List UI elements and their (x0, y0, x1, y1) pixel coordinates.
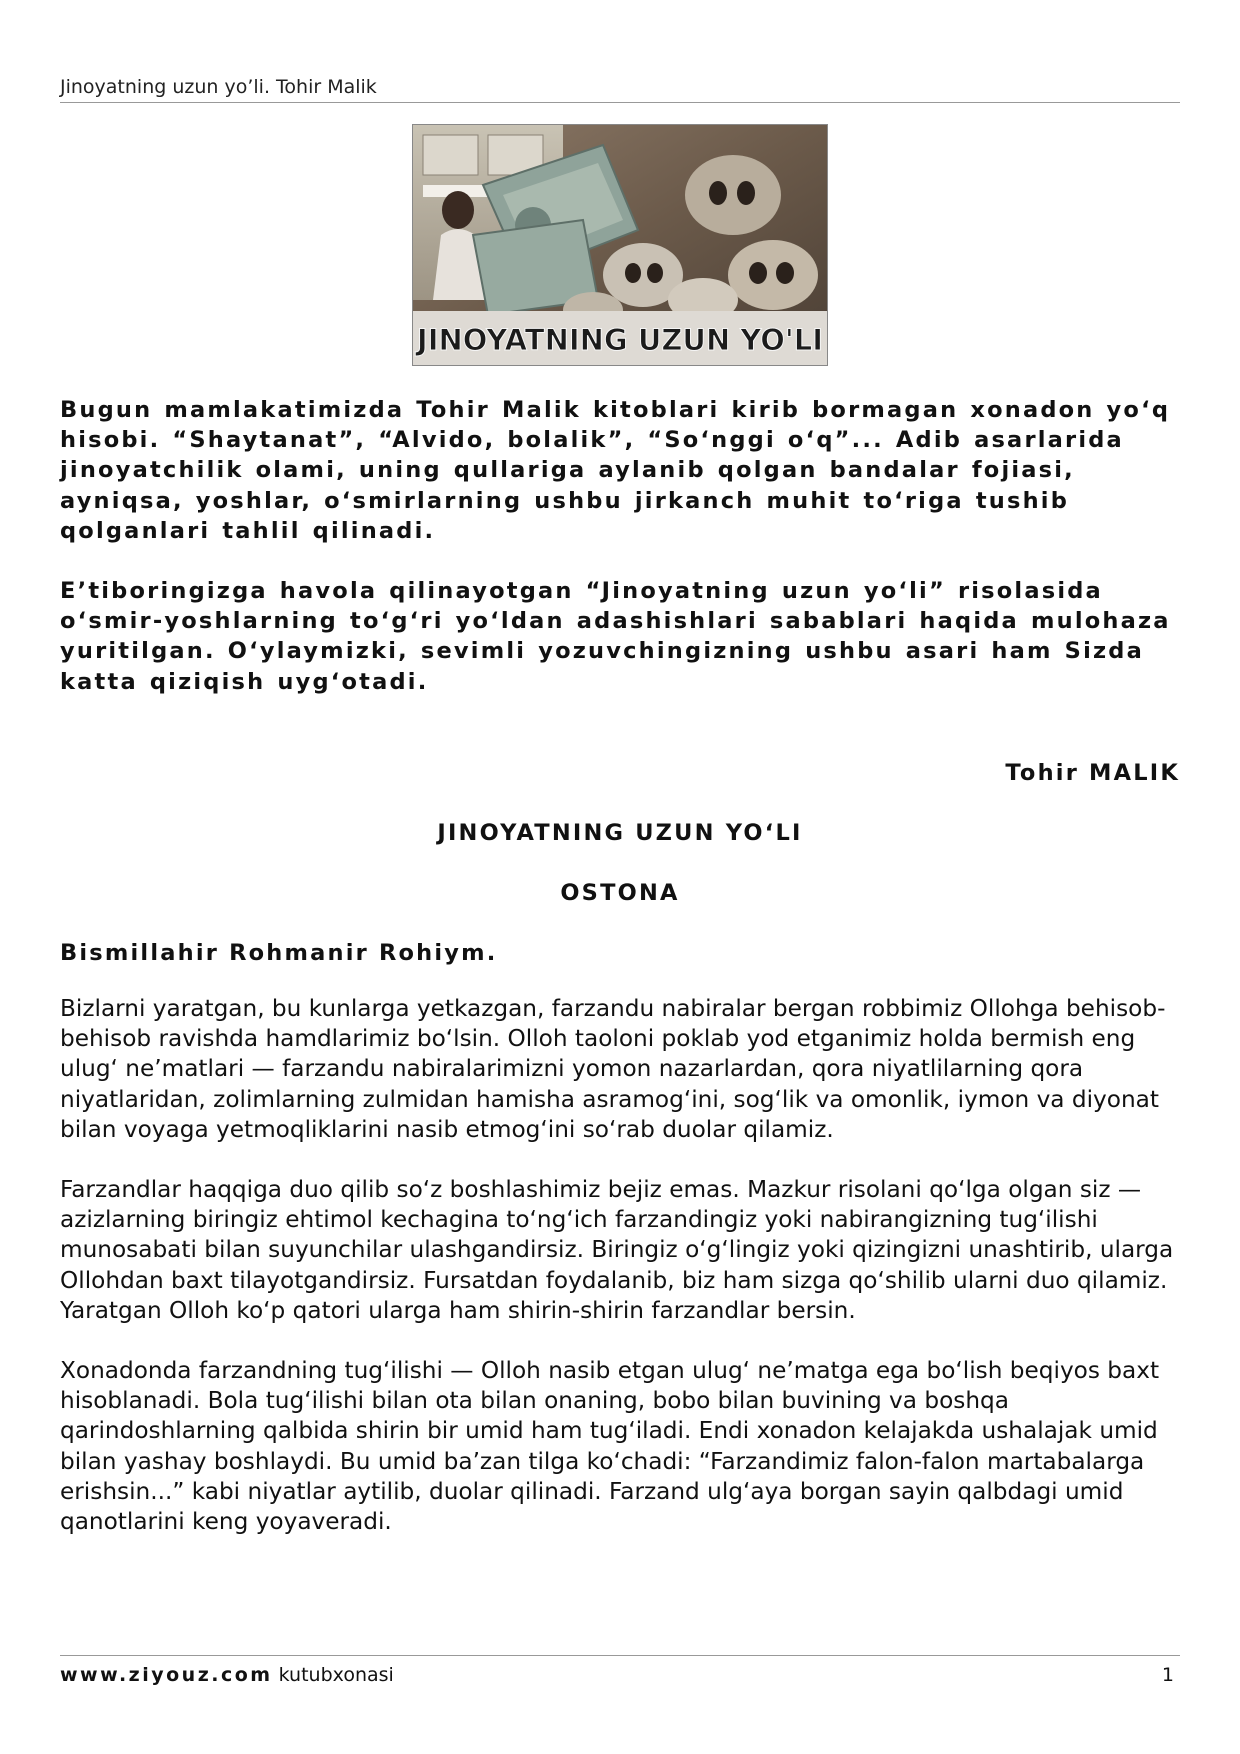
cover-image (412, 124, 828, 366)
body-paragraph: Bizlarni yaratgan, bu kunlarga yetkazgan, farzandu nabiralar bergan robbimiz Ollohga behisob-behisob ravishda hamdlarimiz bo‘lsin. Olloh taoloni poklab yod etganimiz holda bermish eng ulug‘ ne’matlari — farzandu nabiralarimizni yomon nazarlardan, qora niyatlilarning qora niyatlaridan, zolimlarning zulmidan hamisha asramog‘ini, sog‘lik va omonlik, iymon va diyonat bilan voyaga yetmoqliklarini nasib etmog‘ini so‘rab duolar qilamiz. (60, 995, 1166, 1143)
basmala-line: Bismillahir Rohmanir Rohiym. (60, 940, 498, 966)
body-paragraph: Farzandlar haqqiga duo qilib so‘z boshlashimiz bejiz emas. Mazkur risolani qo‘lga olgan siz — azizlarning biringiz ehtimol kechagina to‘ng‘ich farzandingiz yoki nabirangizning tug‘ilishi munosabati bilan suyunchilar ulashgandirsiz. Biringiz o‘g‘lingiz yoki qizingizni unashtirib, ularga Ollohdan baxt tilayotgandirsiz. Fursatdan foydalanib, biz ham sizga qo‘shilib ularni duo qilamiz. Yaratgan Olloh ko‘p qatori ularga ham shirin-shirin farzandlar bersin. (60, 1176, 1174, 1324)
chapter-title: OSTONA (560, 880, 680, 906)
book-title: JINOYATNING UZUN YO‘LI (437, 820, 803, 846)
running-header: Jinoyatning uzun yo’li. Tohir Malik (60, 76, 1180, 103)
document-page (60, 0, 1180, 1754)
cover-title-text: JINOYATNING UZUN YO'LI (416, 323, 824, 357)
intro-paragraph: Bugun mamlakatimizda Tohir Malik kitoblari kirib bormagan xonadon yo‘q hisobi. “Shaytanat”, “Alvido, bolalik”, “So‘nggi o‘q”... Adib asarlarida jinoyatchilik olami, uning qullariga aylanib qolgan bandalar fojiasi, ayniqsa, yoshlar, o‘smirlarning ushbu jirkanch muhit to‘riga tushib qolganlari tahlil qilinadi. (60, 397, 1171, 544)
page-footer (60, 1655, 1180, 1686)
footer-suffix: kutubxonasi (278, 1664, 394, 1686)
page-number: 1 (1161, 1664, 1174, 1686)
intro-section (60, 395, 1180, 727)
body-text (60, 994, 1180, 1567)
footer-site-link[interactable]: www.ziyouz.com (60, 1664, 273, 1686)
intro-paragraph: E’tiboringizga havola qilinayotgan “Jinoyatning uzun yo‘li” risolasida o‘smir-yoshlarning to‘g‘ri yo‘ldan adashishlari sabablari haqida mulohaza yuritilgan. O‘ylaymizki, sevimli yozuvchingizning ushbu asari ham Sizda katta qiziqish uyg‘otadi. (60, 578, 1171, 695)
author-name: Tohir MALIK (1005, 760, 1180, 786)
body-paragraph: Xonadonda farzandning tug‘ilishi — Olloh nasib etgan ulug‘ ne’matga ega bo‘lish beqiyos baxt hisoblanadi. Bola tug‘ilishi bilan ota bilan onaning, bobo bilan buvining va boshqa qarindoshlarning qalbida shirin bir umid ham tug‘iladi. Endi xonadon kelajakda ushalajak umid bilan yashay boshlaydi. Bu umid ba’zan tilga ko‘chadi: “Farzandimiz falon-falon martabalarga erishsin...” kabi niyatlar aytilib, duolar qilinadi. Farzand ulg‘aya borgan sayin qalbdagi umid qanotlarini keng yoyaveradi. (60, 1357, 1160, 1536)
